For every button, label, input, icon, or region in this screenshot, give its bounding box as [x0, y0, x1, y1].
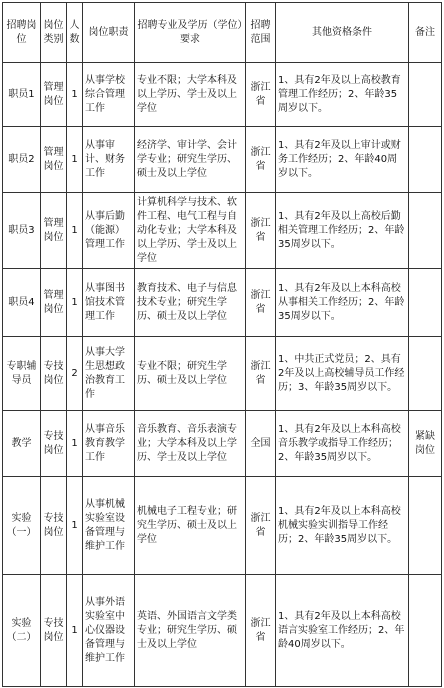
cell-conditions: 1、具有2年及以上本科高校音乐教学或指导工作经历；2、年龄35周岁以下。: [276, 411, 409, 477]
cell-position: 专职辅导员: [3, 337, 41, 411]
header-scope: 招聘范围: [246, 3, 276, 63]
cell-major: 英语、外国语言文学类专业；研究生学历、硕士及以上学位: [135, 575, 246, 687]
cell-category: 专技岗位: [41, 411, 67, 477]
cell-position: 实验（一）: [3, 477, 41, 575]
cell-scope: 浙江省: [246, 337, 276, 411]
cell-conditions: 1、具有2年及以上高校教育管理工作经历；2、年龄35周岁以下。: [276, 63, 409, 127]
cell-major: 计算机科学与技术、软件工程、电气工程与自动化专业；大学本科及以上学历、学士及以上学位: [135, 193, 246, 269]
table-row: [3, 477, 442, 575]
table-row: [3, 337, 442, 411]
header-duties: 岗位职责: [83, 3, 135, 63]
cell-position: 职员4: [3, 269, 41, 337]
cell-duties: 从事后勤（能源）管理工作: [83, 193, 135, 269]
cell-count: 1: [67, 269, 83, 337]
table-body: [3, 63, 442, 687]
cell-count: 1: [67, 127, 83, 193]
table-row: [3, 63, 442, 127]
header-remarks: 备注: [409, 3, 442, 63]
table-row: [3, 411, 442, 477]
cell-remarks: [409, 269, 442, 337]
header-position: 招聘岗位: [3, 3, 41, 63]
table-row: [3, 269, 442, 337]
cell-major: 机械电子工程专业；研究生学历、硕士及以上学位: [135, 477, 246, 575]
cell-remarks: [409, 127, 442, 193]
cell-position: 职员3: [3, 193, 41, 269]
cell-remarks: [409, 63, 442, 127]
table-row: [3, 127, 442, 193]
cell-category: 管理岗位: [41, 269, 67, 337]
cell-major: 教育技术、电子与信息技术专业；研究生学历、硕士及以上学位: [135, 269, 246, 337]
cell-conditions: 1、具有2年及以上高校后勤相关管理工作经历；2、年龄35周岁以下。: [276, 193, 409, 269]
cell-count: 1: [67, 477, 83, 575]
cell-duties: 从事审计、财务工作: [83, 127, 135, 193]
cell-duties: 从事图书馆技术管理工作: [83, 269, 135, 337]
cell-conditions: 1、具有2年及以上本科高校从事相关工作经历；2、年龄35周岁以下。: [276, 269, 409, 337]
header-category: 岗位类别: [41, 3, 67, 63]
cell-scope: 浙江省: [246, 477, 276, 575]
cell-major: 专业不限；研究生学历、硕士及以上学位: [135, 337, 246, 411]
header-count: 人数: [67, 3, 83, 63]
cell-count: 1: [67, 411, 83, 477]
cell-major: 专业不限；大学本科及以上学历、学士及以上学位: [135, 63, 246, 127]
cell-remarks: [409, 193, 442, 269]
cell-category: 管理岗位: [41, 63, 67, 127]
header-conditions: 其他资格条件: [276, 3, 409, 63]
recruitment-table: [2, 2, 442, 687]
cell-position: 职员1: [3, 63, 41, 127]
cell-category: 专技岗位: [41, 477, 67, 575]
cell-count: 1: [67, 193, 83, 269]
cell-position: 教学: [3, 411, 41, 477]
cell-scope: 浙江省: [246, 193, 276, 269]
cell-count: 1: [67, 63, 83, 127]
cell-conditions: 1、具有2年及以上本科高校机械实验实训指导工作经历；2、年龄35周岁以下。: [276, 477, 409, 575]
cell-major: 音乐教育、音乐表演专业；大学本科及以上学历、学士及以上学位: [135, 411, 246, 477]
cell-duties: 从事学校综合管理工作: [83, 63, 135, 127]
cell-duties: 从事大学生思想政治教育工作: [83, 337, 135, 411]
header-row: [3, 3, 442, 63]
cell-remarks: [409, 337, 442, 411]
cell-category: 专技岗位: [41, 337, 67, 411]
cell-scope: 浙江省: [246, 127, 276, 193]
cell-scope: 浙江省: [246, 63, 276, 127]
cell-position: 实验（二）: [3, 575, 41, 687]
cell-duties: 从事音乐教育教学工作: [83, 411, 135, 477]
cell-duties: 从事机械实验室设备管理与维护工作: [83, 477, 135, 575]
table-row: [3, 575, 442, 687]
cell-conditions: 1、具有2年及以上本科高校语言实验室工作经历；2、年龄40周岁以下。: [276, 575, 409, 687]
cell-remarks: [409, 477, 442, 575]
cell-category: 专技岗位: [41, 575, 67, 687]
cell-position: 职员2: [3, 127, 41, 193]
cell-scope: 浙江省: [246, 269, 276, 337]
cell-category: 管理岗位: [41, 193, 67, 269]
cell-conditions: 1、中共正式党员；2、具有2年及以上高校辅导员工作经历；3、年龄35周岁以下。: [276, 337, 409, 411]
cell-major: 经济学、审计学、会计学专业；研究生学历、硕士及以上学位: [135, 127, 246, 193]
header-major: 招聘专业及学历（学位）要求: [135, 3, 246, 63]
table-row: [3, 193, 442, 269]
cell-scope: 浙江省: [246, 575, 276, 687]
cell-conditions: 1、具有2年及以上审计或财务工作经历；2、年龄40周岁以下。: [276, 127, 409, 193]
cell-category: 管理岗位: [41, 127, 67, 193]
cell-count: 2: [67, 337, 83, 411]
cell-remarks: 紧缺岗位: [409, 411, 442, 477]
cell-remarks: [409, 575, 442, 687]
cell-scope: 全国: [246, 411, 276, 477]
cell-count: 1: [67, 575, 83, 687]
cell-duties: 从事外语实验室中心仪器设备管理与维护工作: [83, 575, 135, 687]
